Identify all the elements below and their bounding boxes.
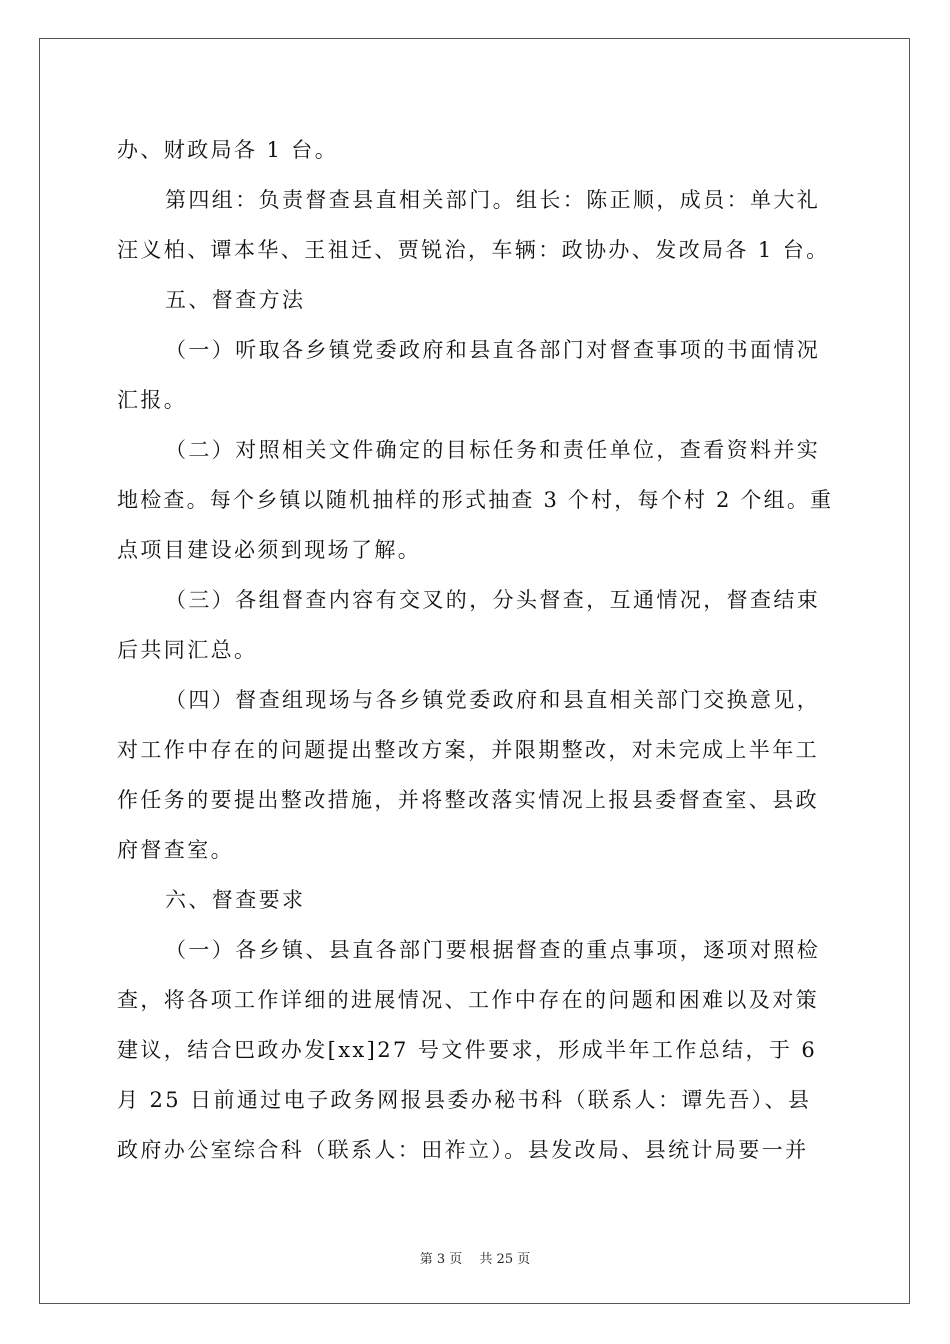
text-line: 作任务的要提出整改措施，并将整改落实情况上报县委督查室、县政	[117, 788, 819, 812]
text-line: 点项目建设必须到现场了解。	[117, 538, 422, 562]
text-line: 对工作中存在的问题提出整改方案，并限期整改，对未完成上半年工	[117, 738, 819, 762]
text-line: 六、督查要求	[165, 888, 306, 912]
text-line: （三）各组督查内容有交叉的，分头督查，互通情况，督查结束	[165, 588, 821, 612]
text-line: （一）各乡镇、县直各部门要根据督查的重点事项，逐项对照检	[165, 938, 821, 962]
text-line: 五、督查方法	[165, 288, 306, 312]
text-line: 汇报。	[117, 388, 188, 412]
text-line: 办、财政局各 1 台。	[117, 138, 339, 162]
text-line: 府督查室。	[117, 838, 234, 862]
text-line: （二）对照相关文件确定的目标任务和责任单位，查看资料并实	[165, 438, 821, 462]
text-line: 后共同汇总。	[117, 638, 258, 662]
page-number-footer: 第 3 页 共 25 页	[419, 1252, 531, 1267]
text-line: 月 25 日前通过电子政务网报县委办秘书科（联系人：谭先吾）、县	[117, 1088, 812, 1112]
text-line: 建议，结合巴政办发[xx]27 号文件要求，形成半年工作总结，于 6	[117, 1038, 818, 1062]
text-line: （四）督查组现场与各乡镇党委政府和县直相关部门交换意见，	[165, 688, 821, 712]
text-line: 政府办公室综合科（联系人：田祚立）。县发改局、县统计局要一并	[117, 1138, 809, 1162]
document-body	[117, 125, 833, 1175]
text-line: 查，将各项工作详细的进展情况、工作中存在的问题和困难以及对策	[117, 988, 819, 1012]
text-line: （一）听取各乡镇党委政府和县直各部门对督查事项的书面情况	[165, 338, 821, 362]
text-line: 第四组：负责督查县直相关部门。组长：陈正顺，成员：单大礼	[165, 188, 821, 212]
text-line: 地检查。每个乡镇以随机抽样的形式抽查 3 个村，每个村 2 个组。重	[117, 488, 834, 512]
text-line: 汪义柏、谭本华、王祖迁、贾锐治，车辆：政协办、发改局各 1 台。	[117, 238, 830, 262]
